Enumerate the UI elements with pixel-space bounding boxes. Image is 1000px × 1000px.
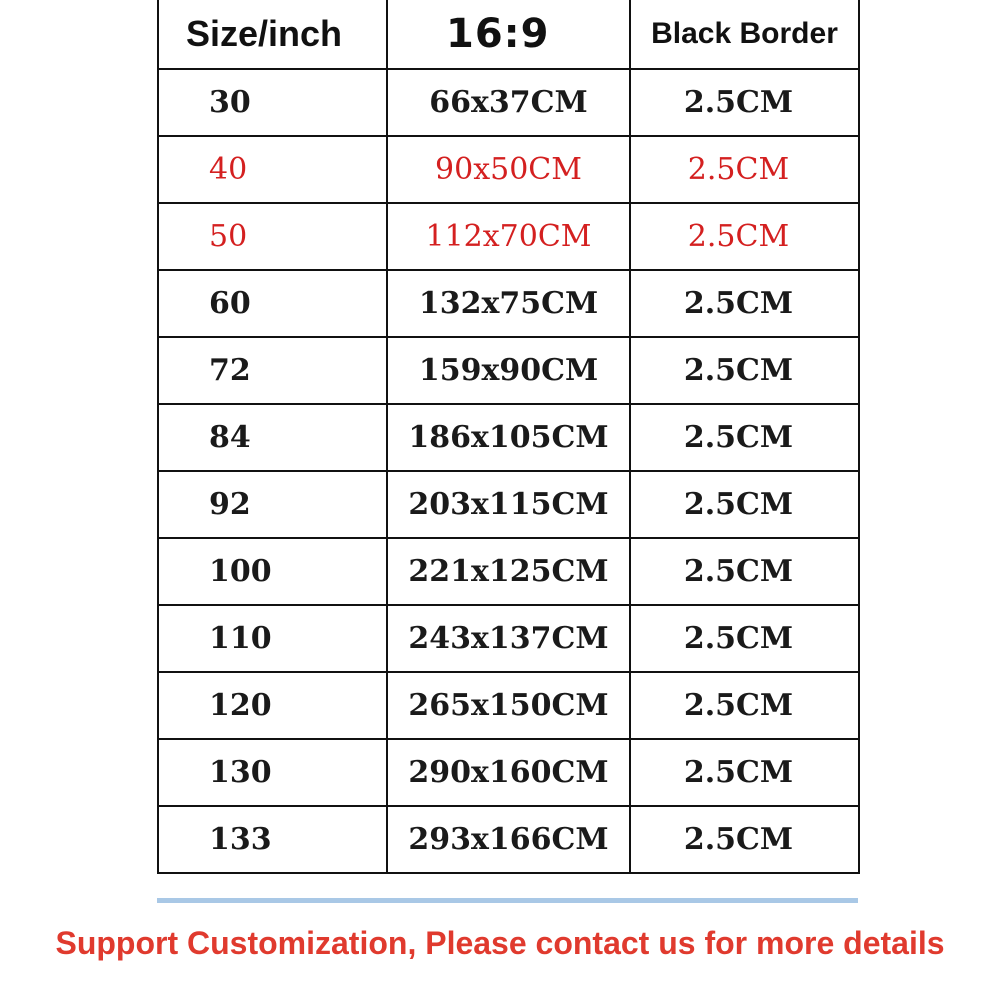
cell-size-inch: 50 xyxy=(158,203,387,270)
table-header-row xyxy=(158,0,859,69)
table-row xyxy=(158,136,859,203)
cell-border-width: 2.5CM xyxy=(630,203,859,270)
cell-size-inch: 92 xyxy=(158,471,387,538)
cell-border-width: 2.5CM xyxy=(630,136,859,203)
cell-border-width: 2.5CM xyxy=(630,739,859,806)
cell-dimensions: 265x150CM xyxy=(387,672,630,739)
cell-size-inch: 84 xyxy=(158,404,387,471)
cell-size-inch: 133 xyxy=(158,806,387,873)
cell-size-inch: 120 xyxy=(158,672,387,739)
cell-dimensions: 293x166CM xyxy=(387,806,630,873)
cell-border-width: 2.5CM xyxy=(630,672,859,739)
cell-border-width: 2.5CM xyxy=(630,605,859,672)
table-row xyxy=(158,69,859,136)
cell-dimensions: 90x50CM xyxy=(387,136,630,203)
table-row xyxy=(158,672,859,739)
table-row xyxy=(158,270,859,337)
cell-border-width: 2.5CM xyxy=(630,69,859,136)
cell-dimensions: 243x137CM xyxy=(387,605,630,672)
table-row xyxy=(158,739,859,806)
header-aspect-ratio: 16:9 xyxy=(387,0,630,69)
cell-dimensions: 132x75CM xyxy=(387,270,630,337)
cell-border-width: 2.5CM xyxy=(630,337,859,404)
cell-size-inch: 30 xyxy=(158,69,387,136)
cell-dimensions: 290x160CM xyxy=(387,739,630,806)
size-chart-table xyxy=(157,0,860,874)
cell-dimensions: 159x90CM xyxy=(387,337,630,404)
cell-size-inch: 60 xyxy=(158,270,387,337)
table-row xyxy=(158,806,859,873)
cell-size-inch: 72 xyxy=(158,337,387,404)
table-row xyxy=(158,605,859,672)
table-bottom-divider xyxy=(157,898,858,903)
cell-border-width: 2.5CM xyxy=(630,806,859,873)
cell-dimensions: 66x37CM xyxy=(387,69,630,136)
cell-dimensions: 186x105CM xyxy=(387,404,630,471)
table-row xyxy=(158,538,859,605)
cell-size-inch: 110 xyxy=(158,605,387,672)
cell-size-inch: 130 xyxy=(158,739,387,806)
cell-border-width: 2.5CM xyxy=(630,471,859,538)
customization-note: Support Customization, Please contact us for more details xyxy=(55,925,945,961)
table-row xyxy=(158,471,859,538)
cell-border-width: 2.5CM xyxy=(630,404,859,471)
table-row xyxy=(158,203,859,270)
cell-border-width: 2.5CM xyxy=(630,538,859,605)
cell-border-width: 2.5CM xyxy=(630,270,859,337)
table-row xyxy=(158,337,859,404)
cell-dimensions: 203x115CM xyxy=(387,471,630,538)
table-row xyxy=(158,404,859,471)
header-black-border: Black Border xyxy=(630,0,859,69)
cell-size-inch: 40 xyxy=(158,136,387,203)
header-size-inch: Size/inch xyxy=(158,0,387,69)
cell-dimensions: 112x70CM xyxy=(387,203,630,270)
cell-size-inch: 100 xyxy=(158,538,387,605)
cell-dimensions: 221x125CM xyxy=(387,538,630,605)
